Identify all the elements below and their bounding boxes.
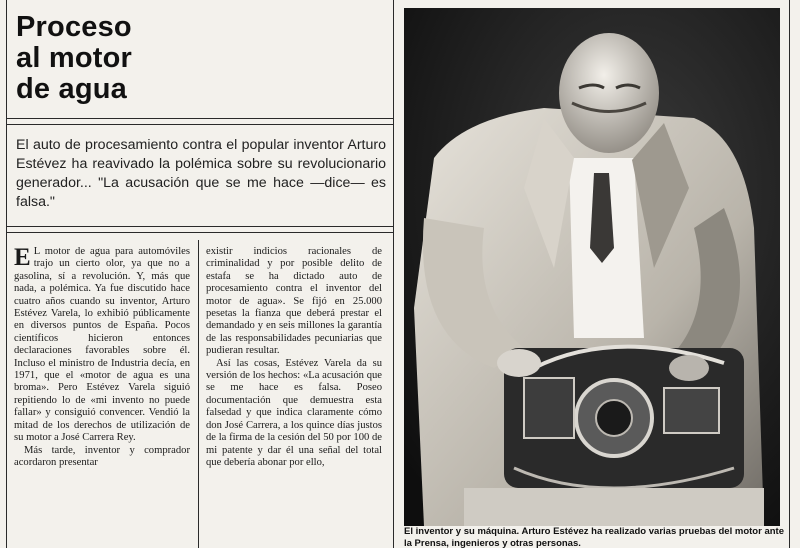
deck-bottom-rule bbox=[6, 226, 393, 227]
column-2-paragraph-2: Así las cosas, Estévez Varela da su versión de los hechos: «La acusación que se me hace es falsa. Poseo documentación que demuestra esta falsedad y que indica claramente cómo don José Carrera, a los quince días justos de la firma de la cesión del 50 por 100 de mi patente y dar él una señal del total que debería abonar por ello, bbox=[206, 357, 382, 468]
headline-line-3: de agua bbox=[16, 73, 127, 105]
photo-divider-rule bbox=[393, 0, 394, 548]
left-border-rule bbox=[6, 0, 7, 548]
article-deck: El auto de procesamiento contra el popular inventor Arturo Estévez ha reavivado la polémica sobre su revolucionario generador... "La acusación que se me hace —dice— es falsa." bbox=[16, 137, 386, 210]
headline bbox=[16, 12, 376, 105]
column-1-paragraph-1-text: L motor de agua para automóviles trajo un cierto olor, ya que no a gasolina, sí a revolución. Y, más que nada, a polémica. Ya fue discutido hace cuatro años cuando su inventor, Arturo Estévez Varela, lo exhibió públicamente en diversos puntos de España. Pocos científicos hicieron entonces declaraciones favorables sobre él. Incluso el ministro de Industria decía, en 1971, que el «motor de agua es una broma». Pero Estévez Varela siguió repitiendo lo de «mi invento no puede fallar» y consiguió convencer. Vendió la mitad de los derechos de utilización de su motor a José Carrera Rey. bbox=[14, 246, 190, 444]
drop-cap: E bbox=[14, 246, 31, 271]
right-border-rule bbox=[789, 0, 790, 548]
headline-line-2: al motor bbox=[16, 42, 132, 74]
body-top-rule bbox=[6, 232, 393, 233]
headline-line-1: Proceso bbox=[16, 11, 132, 43]
body-column-1 bbox=[14, 246, 190, 548]
column-divider-rule bbox=[198, 240, 199, 548]
column-2-paragraph-1: existir indicios racionales de criminalidad y por posible delito de estafa se ha dictado auto de procesamiento contra el inventor del motor de agua». Se fijó en 25.000 pesetas la fianza que deberá prestar el demandado y en seis millones la garantía de las responsabilidades pecuniarias que pudieran resultar. bbox=[206, 246, 382, 357]
inventor-photo bbox=[404, 8, 780, 526]
photo-caption: El inventor y su máquina. Arturo Estévez ha realizado varias pruebas del motor ante la Prensa, ingenieros y otras personas. bbox=[404, 526, 784, 548]
deck-top-rule bbox=[6, 124, 393, 125]
column-1-paragraph-1 bbox=[14, 246, 190, 445]
body-column-2 bbox=[206, 246, 382, 548]
column-1-paragraph-2: Más tarde, inventor y comprador acordaron presentar bbox=[14, 444, 190, 468]
inventor-photo-illustration bbox=[404, 8, 780, 526]
headline-bottom-rule bbox=[6, 118, 393, 119]
